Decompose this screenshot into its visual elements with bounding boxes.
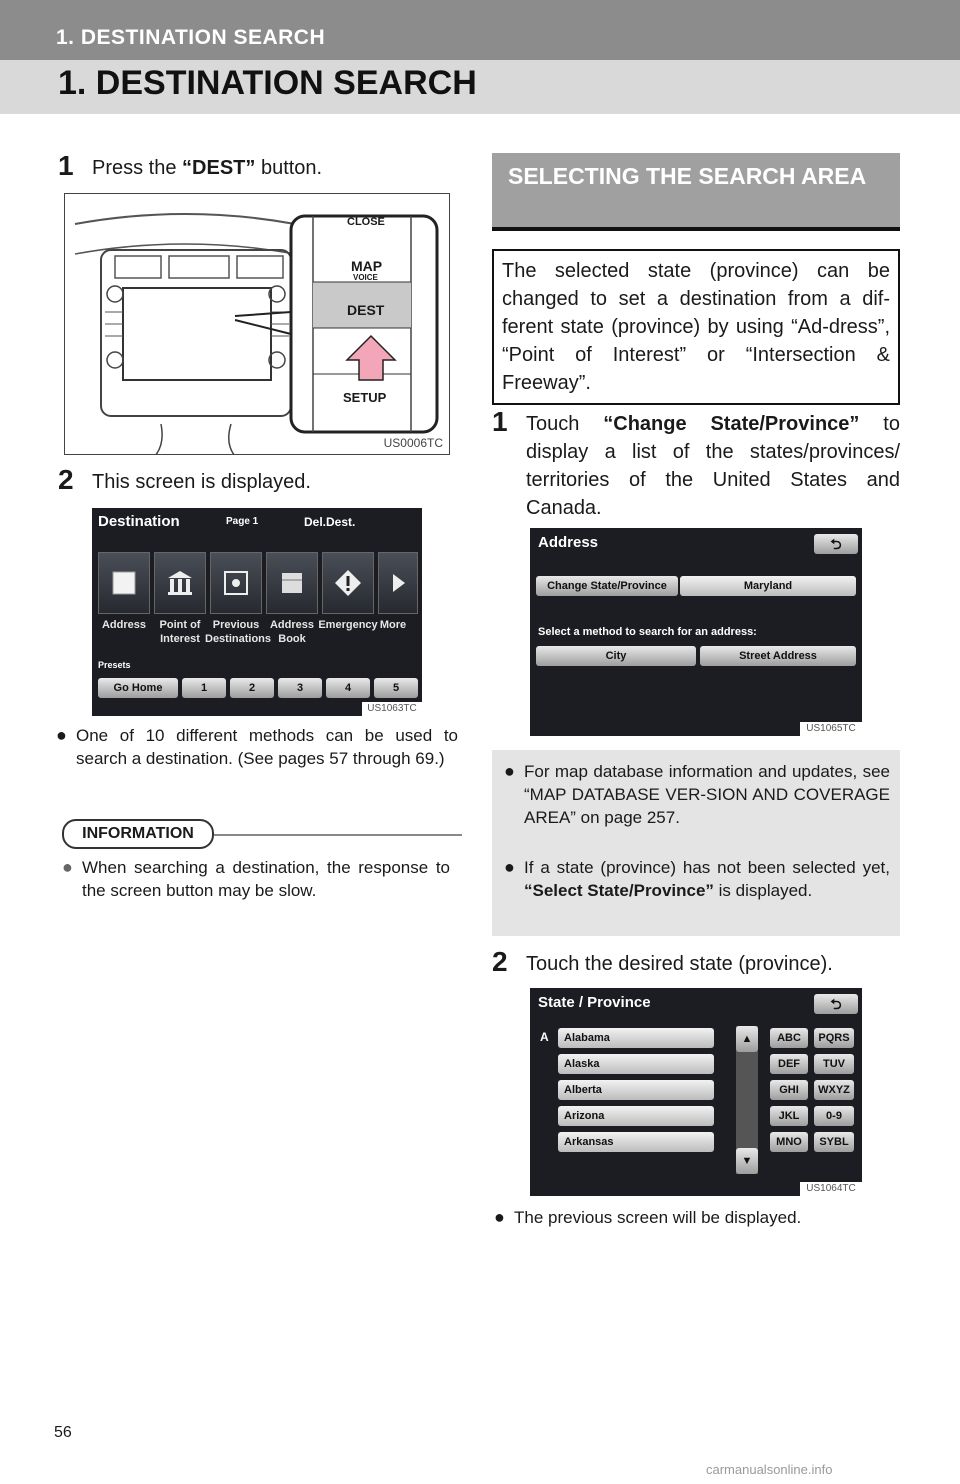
tile-label: More [379, 619, 407, 631]
key-mno: MNO [770, 1132, 808, 1152]
change-state-button: Change State/Province [536, 576, 678, 596]
state-province-screen [530, 988, 862, 1196]
address-book-tile [266, 552, 318, 614]
preset-3: 3 [278, 678, 322, 698]
setup-button: SETUP [343, 390, 387, 405]
preset-1: 1 [182, 678, 226, 698]
state-item: Alaska [558, 1054, 714, 1074]
screen-title: State / Province [538, 994, 651, 1011]
note-state [504, 856, 890, 902]
notes-box [492, 750, 900, 936]
method-prompt: Select a method to search for an address: [538, 626, 757, 638]
address-icon [109, 568, 139, 598]
note-text: For map database information and updates, see “MAP DATABASE VER-SION AND COVERAGE AREA” on page 257. [524, 762, 890, 827]
selected-state: Maryland [680, 576, 856, 596]
back-button: ⮌ [814, 534, 858, 554]
scroll-down-button: ▼ [736, 1148, 758, 1174]
step-number: 2 [58, 464, 74, 495]
key-pqrs: PQRS [814, 1028, 854, 1048]
bullet-dot: ● [494, 1207, 505, 1227]
section-description: The selected state (province) can be changed to set a destination from a dif-ferent state (province) by using “Ad-dress”, “Point of Interest” or “Intersection & Freeway”. [492, 249, 900, 405]
voice-button: VOICE [353, 273, 378, 282]
state-item: Arkansas [558, 1132, 714, 1152]
state-item: Alabama [558, 1028, 714, 1048]
delete-destination: Del.Dest. [304, 515, 356, 529]
poi-tile [154, 552, 206, 614]
map-button: MAP [351, 258, 383, 274]
page-title-bar [0, 60, 960, 114]
state-item: Alberta [558, 1080, 714, 1100]
section-header-bar [0, 0, 960, 60]
note-bold-text: “Select State/Province” [524, 881, 714, 900]
section-heading: SELECTING THE SEARCH AREA [492, 153, 900, 231]
bullet-previous-screen [494, 1206, 900, 1229]
address-screen [530, 528, 862, 736]
tile-label: Address [101, 619, 147, 631]
bullet-methods [56, 724, 458, 770]
address-tile [98, 552, 150, 614]
key-tuv: TUV [814, 1054, 854, 1074]
left-step-2 [58, 464, 458, 496]
city-button: City [536, 646, 696, 666]
step-text-end: to display a list of the states/provinces/ territories of the United States and Canada. [526, 413, 900, 519]
bullet-dot: ● [62, 857, 73, 877]
page-number: 56 [54, 1424, 72, 1441]
step-text: This screen is displayed. [92, 471, 311, 493]
chevron-right-icon [383, 568, 413, 598]
step-bold-text: “DEST” [182, 157, 256, 179]
key-def: DEF [770, 1054, 808, 1074]
step-text-end: button. [255, 157, 323, 179]
section-title: 1. DESTINATION SEARCH [56, 26, 326, 49]
state-item: Arizona [558, 1106, 714, 1126]
key-jkl: JKL [770, 1106, 808, 1126]
previous-tile [210, 552, 262, 614]
back-button: ⮌ [814, 994, 858, 1014]
information-tag: INFORMATION [62, 819, 214, 849]
key-0-9: 0-9 [814, 1106, 854, 1126]
info-text: When searching a destination, the response to the screen button may be slow. [82, 858, 450, 900]
destination-screen [92, 508, 422, 716]
bullet-text: One of 10 different methods can be used to search a destination. (See pages 57 through 69.) [76, 726, 458, 768]
page-title: 1. DESTINATION SEARCH [58, 64, 477, 102]
tile-label: Emergency [318, 619, 378, 631]
scroll-up-button: ▲ [736, 1026, 758, 1052]
figure-code: US1065TC [800, 722, 862, 736]
screen-title: Address [538, 534, 599, 551]
figure-code: US1064TC [800, 1182, 862, 1196]
key-sybl: SYBL [814, 1132, 854, 1152]
tile-label: Address Book [269, 619, 315, 645]
book-icon [277, 568, 307, 598]
bullet-dot: ● [504, 761, 515, 781]
bullet-dot: ● [504, 857, 515, 877]
search-area-section [492, 153, 900, 405]
info-note [62, 856, 450, 902]
tile-label: Previous Destinations [205, 619, 272, 645]
presets-label: Presets [98, 660, 131, 670]
more-tile [378, 552, 418, 614]
preset-5: 5 [374, 678, 418, 698]
information-divider [214, 834, 462, 836]
step-number: 1 [492, 406, 508, 437]
figure-code: US1063TC [362, 702, 422, 716]
scrollbar [736, 1026, 758, 1174]
step-text: Touch [526, 413, 604, 435]
right-step-2 [492, 946, 900, 978]
emergency-tile [322, 552, 374, 614]
step-text: Press the [92, 157, 183, 179]
street-address-button: Street Address [700, 646, 856, 666]
note-database [504, 760, 890, 829]
step-number: 2 [492, 946, 508, 977]
note-text: If a state (province) has not been selected yet, [524, 858, 890, 877]
step-number: 1 [58, 150, 74, 181]
note-text-end: is displayed. [713, 881, 813, 900]
key-wxyz: WXYZ [814, 1080, 854, 1100]
screen-title: Destination [98, 513, 180, 530]
dashboard-figure [64, 193, 450, 455]
bullet-dot: ● [56, 725, 67, 745]
key-ghi: GHI [770, 1080, 808, 1100]
step-text: Touch the desired state (province). [526, 953, 833, 975]
preset-4: 4 [326, 678, 370, 698]
watermark: carmanualsonline.info [706, 1462, 833, 1477]
flag-icon [221, 568, 251, 598]
tile-label: Point of Interest [159, 619, 201, 645]
left-step-1 [58, 150, 458, 182]
right-step-1 [492, 406, 900, 522]
warning-icon [333, 568, 363, 598]
dashboard-illustration [65, 194, 450, 455]
figure-code: US0006TC [383, 436, 443, 450]
preset-2: 2 [230, 678, 274, 698]
index-letter: A [540, 1030, 549, 1044]
building-icon [165, 568, 195, 598]
close-button: CLOSE [347, 216, 385, 228]
key-abc: ABC [770, 1028, 808, 1048]
dest-button: DEST [347, 302, 385, 318]
bullet-text: The previous screen will be displayed. [514, 1208, 802, 1227]
page-indicator: Page 1 [226, 516, 259, 527]
step-bold-text: “Change State/Province” [603, 413, 860, 435]
preset-go-home: Go Home [98, 678, 178, 698]
